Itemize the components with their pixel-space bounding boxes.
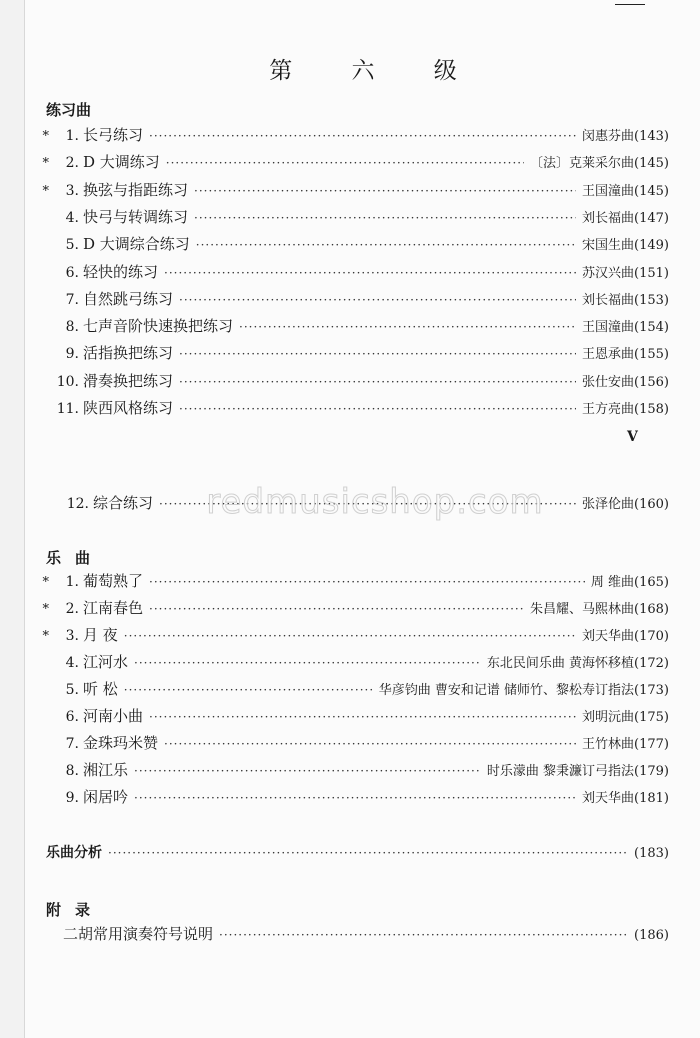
entry-title: 陕西风格练习 xyxy=(83,399,174,417)
leader-dots xyxy=(134,764,481,778)
toc-entry[interactable] xyxy=(39,370,669,392)
leader-dots xyxy=(124,683,373,697)
entry-title: 葡萄熟了 xyxy=(83,572,144,590)
toc-entry[interactable] xyxy=(39,124,669,146)
entry-credit: 华彦钧曲 曹安和记谱 储师竹、黎松寿订指法(173) xyxy=(378,683,669,698)
entry-number: 1. xyxy=(65,128,79,144)
entry-credit: 朱昌耀、马熙林曲(168) xyxy=(530,602,669,617)
toc-entry-appendix-item[interactable] xyxy=(63,923,669,945)
entry-number: 4. xyxy=(65,209,79,226)
entry-credit: 王国潼曲(154) xyxy=(582,320,669,336)
entry-title: D 大调综合练习 xyxy=(83,235,190,254)
entry-title: 自然跳弓练习 xyxy=(83,289,174,308)
entry-title: 七声音阶快速换把练习 xyxy=(83,317,234,336)
document-page xyxy=(24,0,700,1038)
toc-entry[interactable] xyxy=(39,151,669,173)
leader-dots xyxy=(149,129,576,143)
leader-dots xyxy=(179,402,576,416)
toc-entry-analysis[interactable] xyxy=(46,842,669,864)
toc-entry[interactable] xyxy=(39,315,669,337)
entry-title: 月 夜 xyxy=(83,626,118,644)
entry-number: 1. xyxy=(65,574,79,590)
entry-number: 8. xyxy=(65,763,79,779)
entry-number: 6. xyxy=(65,264,79,281)
entry-title: 湘江乐 xyxy=(83,761,129,779)
entry-number: 9. xyxy=(65,346,79,363)
section-heading-appendix: 附录 xyxy=(46,901,105,919)
entry-number: 2. xyxy=(65,155,79,172)
leader-dots xyxy=(149,575,585,589)
entry-number: 3. xyxy=(65,628,79,644)
leader-dots xyxy=(179,293,576,307)
entry-title: 快弓与转调练习 xyxy=(83,207,189,226)
entry-title: 江河水 xyxy=(83,653,129,671)
leader-dots xyxy=(194,184,576,198)
leader-dots xyxy=(196,238,576,252)
entry-number: 8. xyxy=(65,319,79,336)
corner-mark xyxy=(615,0,645,5)
entry-title: 江南春色 xyxy=(83,599,144,617)
entry-star: * xyxy=(42,156,49,172)
entry-credit: 苏汉兴曲(151) xyxy=(582,265,669,281)
entry-star: * xyxy=(42,129,49,144)
leader-dots xyxy=(219,928,628,942)
entry-credit: 刘明沅曲(175) xyxy=(582,710,669,725)
entry-star: * xyxy=(42,629,49,644)
entry-credit: 王国潼曲(145) xyxy=(582,183,669,199)
leader-dots xyxy=(164,737,576,751)
entry-credit: 刘长福曲(147) xyxy=(582,210,669,226)
toc-entry[interactable] xyxy=(39,597,669,619)
entry-number: 12. xyxy=(66,496,89,512)
leader-dots xyxy=(149,710,576,724)
toc-entry[interactable] xyxy=(39,786,669,808)
toc-entry[interactable] xyxy=(39,397,669,419)
entry-title: 金珠玛米赞 xyxy=(83,734,159,752)
section-heading-etudes: 练习曲 xyxy=(46,101,92,119)
entry-title: 滑奏换把练习 xyxy=(83,371,174,390)
entry-number: 3. xyxy=(65,182,79,199)
entry-star: * xyxy=(42,575,49,590)
leader-dots xyxy=(149,602,524,616)
entry-credit: 王方亮曲(158) xyxy=(582,402,669,417)
section-heading-pieces: 乐曲 xyxy=(46,549,105,567)
watermark: redmusicshop.com xyxy=(206,482,544,522)
toc-entry[interactable] xyxy=(39,759,669,781)
entry-number: 9. xyxy=(65,790,79,806)
toc-entry[interactable] xyxy=(39,678,669,700)
entry-title: 听 松 xyxy=(83,680,118,698)
toc-entry[interactable] xyxy=(39,206,669,228)
toc-entry[interactable] xyxy=(39,732,669,754)
toc-entry[interactable] xyxy=(39,705,669,727)
entry-number: 7. xyxy=(65,736,79,752)
entry-credit: (183) xyxy=(634,846,669,861)
entry-title: 河南小曲 xyxy=(83,707,144,725)
leader-dots xyxy=(239,320,576,334)
toc-entry[interactable] xyxy=(39,624,669,646)
entry-title: 活指换把练习 xyxy=(83,344,174,363)
leader-dots xyxy=(134,791,576,805)
page-title: 第 六 级 xyxy=(269,58,483,84)
entry-credit: 东北民间乐曲 黄海怀移植(172) xyxy=(486,656,669,671)
leader-dots xyxy=(164,266,576,280)
toc-entry[interactable] xyxy=(39,651,669,673)
entry-credit: 张泽伦曲(160) xyxy=(582,497,669,512)
entry-credit: 〔法〕克莱采尔曲(145) xyxy=(530,156,669,172)
entry-credit: 王竹林曲(177) xyxy=(582,737,669,752)
entry-star: * xyxy=(42,602,49,617)
entry-title: 综合练习 xyxy=(93,494,154,512)
entry-title: 乐曲分析 xyxy=(46,845,102,861)
toc-entry[interactable] xyxy=(39,179,669,201)
entry-title: 换弦与指距练习 xyxy=(83,180,189,199)
toc-entry[interactable] xyxy=(39,570,669,592)
toc-entry[interactable] xyxy=(39,288,669,310)
entry-number: 10. xyxy=(56,373,79,390)
entry-credit: 刘天华曲(170) xyxy=(582,629,669,644)
toc-entry[interactable] xyxy=(39,261,669,283)
entry-number: 7. xyxy=(65,291,79,308)
entry-title: D 大调练习 xyxy=(83,153,160,172)
leader-dots xyxy=(179,347,576,361)
leader-dots xyxy=(108,846,628,860)
entry-number: 2. xyxy=(65,601,79,617)
entry-star: * xyxy=(42,183,49,199)
entry-title: 闲居吟 xyxy=(83,788,129,806)
entry-credit: 宋国生曲(149) xyxy=(582,238,669,254)
toc-entry[interactable] xyxy=(39,233,669,255)
entry-number: 11. xyxy=(56,401,79,417)
entry-credit: (186) xyxy=(634,928,669,943)
entry-credit: 刘天华曲(181) xyxy=(582,791,669,806)
entry-credit: 时乐濛曲 黎秉濂订弓指法(179) xyxy=(486,764,669,779)
entry-number: 5. xyxy=(65,682,79,698)
entry-number: 4. xyxy=(65,655,79,671)
entry-credit: 王恩承曲(155) xyxy=(582,347,669,363)
leader-dots xyxy=(124,629,576,643)
entry-credit: 刘长福曲(153) xyxy=(582,292,669,308)
entry-number: 5. xyxy=(65,237,79,254)
leader-dots xyxy=(134,656,481,670)
toc-entry[interactable] xyxy=(39,342,669,364)
leader-dots xyxy=(179,375,576,389)
entry-number: 6. xyxy=(65,709,79,725)
entry-credit: 张仕安曲(156) xyxy=(582,374,669,390)
entry-title: 二胡常用演奏符号说明 xyxy=(63,925,214,943)
entry-title: 轻快的练习 xyxy=(83,262,159,281)
entry-title: 长弓练习 xyxy=(83,126,144,144)
leader-dots xyxy=(194,211,576,225)
leader-dots xyxy=(166,156,524,170)
entry-credit: 周 维曲(165) xyxy=(590,575,669,590)
entry-credit: 闵惠芬曲(143) xyxy=(582,129,669,144)
page-marker: V xyxy=(627,429,638,445)
